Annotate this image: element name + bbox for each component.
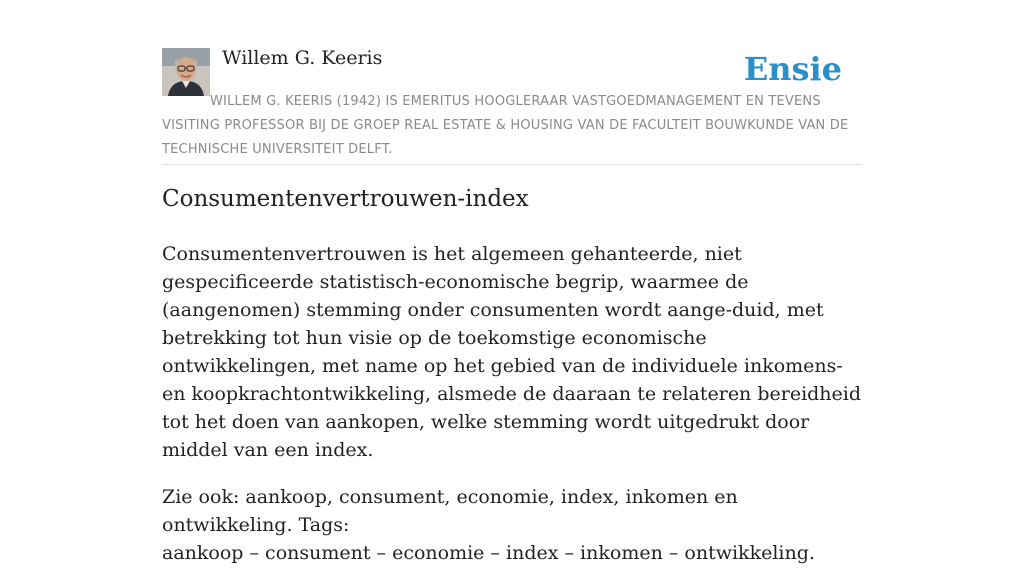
brand-logo-link[interactable]: Ensie — [743, 50, 842, 88]
tag-link[interactable]: ontwikkeling — [684, 542, 809, 564]
tag-link[interactable]: inkomen — [580, 542, 663, 564]
see-also-and-tags — [162, 483, 862, 567]
tags-list: aankoop – consument – economie – index – inkomen – ontwikkeling — [162, 542, 809, 564]
tags-end: . — [808, 542, 815, 564]
tags-prefix: Tags: — [292, 514, 350, 536]
see-also-link[interactable]: index — [560, 486, 614, 508]
see-also-link[interactable]: ontwikkeling — [162, 514, 287, 536]
author-header — [162, 46, 862, 165]
tag-link[interactable]: economie — [392, 542, 485, 564]
see-also-end: . — [286, 514, 293, 536]
see-also-link[interactable]: economie — [456, 486, 549, 508]
article-title: Consumentenvertrouwen-index — [162, 186, 529, 212]
see-also-link[interactable]: aankoop — [245, 486, 327, 508]
see-also-list: aankoop, consument, economie, index, inkomen en ontwikkeling — [162, 486, 738, 536]
author-name[interactable]: Willem G. Keeris — [222, 47, 383, 69]
tag-link[interactable]: aankoop — [162, 542, 244, 564]
tag-link[interactable]: index — [506, 542, 559, 564]
see-also-prefix: Zie ook: — [162, 486, 246, 508]
article-paragraph: Consumentenvertrouwen is het algemeen gehanteerde, niet gespecificeerde statistisch-economische begrip, waarmee de (aangenomen) stemming onder consumenten wordt aange-duid, met betrekking tot hun visie op de toekomstige economische ontwikkelingen, met name op het gebied van de individuele inkomens- en koopkrachtontwikkeling, alsmede de daaraan te relateren bereidheid tot het doen van aankopen, welke stemming wordt uitgedrukt door middel van een index. — [162, 243, 862, 461]
see-also-link[interactable]: inkomen — [625, 486, 709, 508]
author-bio: WILLEM G. KEERIS (1942) IS EMERITUS HOOGLERAAR VASTGOEDMANAGEMENT EN TEVENS VISITING PROFESSOR BIJ DE GROEP REAL ESTATE & HOUSING VAN DE FACULTEIT BOUWKUNDE VAN DE TECHNISCHE UNIVERSITEIT DELFT. — [162, 94, 849, 157]
author-avatar-image — [162, 48, 210, 96]
see-also-link[interactable]: consument — [338, 486, 445, 508]
author-avatar — [162, 48, 210, 96]
article-body — [162, 240, 862, 586]
tag-link[interactable]: consument — [265, 542, 371, 564]
